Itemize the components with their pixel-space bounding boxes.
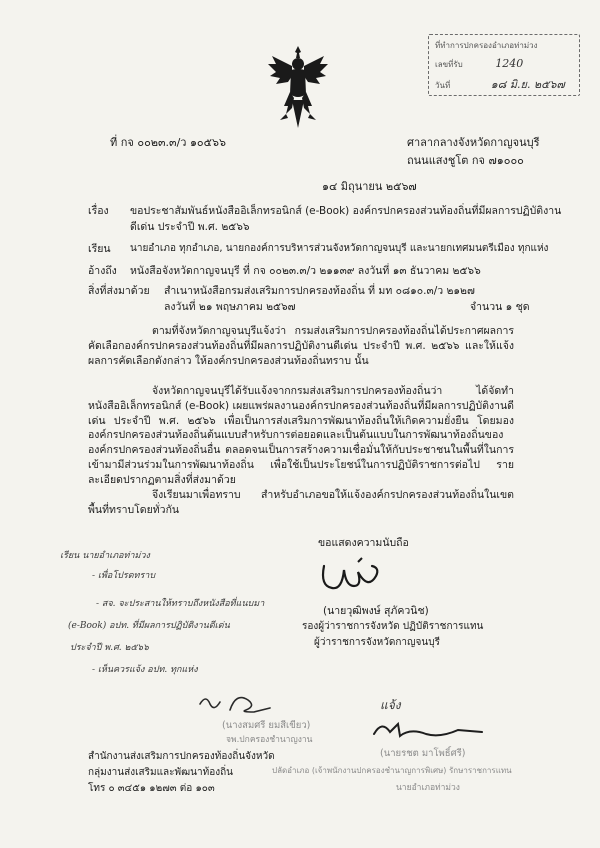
reference-text: หนังสือจังหวัดกาญจนบุรี ที่ กจ ๐๐๒๓.๓/ว ๒๑๑๓๙ ลงวันที่ ๑๓ ธันวาคม ๒๕๖๖ xyxy=(130,265,481,277)
signer-position-2: ผู้ว่าราชการจังหวัดกาญจนบุรี xyxy=(314,637,440,648)
hand-note-1: เรียน นายอำเภอท่าม่วง xyxy=(60,551,150,561)
footer-office: สำนักงานส่งเสริมการปกครองท้องถิ่นจังหวัด xyxy=(88,751,275,762)
enclosure-count: จำนวน ๑ ชุด xyxy=(470,301,530,313)
to-label: เรียน xyxy=(88,243,111,255)
signer-position-1: รองผู้ว่าราชการจังหวัด ปฏิบัติราชการแทน xyxy=(302,621,484,632)
hand-note-5: ประจำปี พ.ศ. ๒๕๖๖ xyxy=(70,643,149,653)
receive-stamp xyxy=(428,34,580,96)
agency-name: ศาลากลางจังหวัดกาญจนบุรี xyxy=(407,136,540,149)
document-date: ๑๔ มิถุนายน ๒๕๖๗ xyxy=(322,180,417,193)
enclosure-text: สำเนาหนังสือกรมส่งเสริมการปกครองท้องถิ่น ที่ มท ๐๘๑๐.๓/ว ๒๑๒๗ xyxy=(164,285,475,297)
agency-address: ถนนแสงชูโต กจ ๗๑๐๐๐ xyxy=(407,154,524,167)
officer-signature-icon xyxy=(196,690,276,718)
approval-note: แจ้ง xyxy=(380,698,401,712)
stamp-office: ที่ทำการปกครองอำเภอท่าม่วง xyxy=(435,41,538,50)
hand-note-6: - เห็นควรแจ้ง อปท. ทุกแห่ง xyxy=(92,665,198,675)
stamp-date-value: ๑๘ มิ.ย. ๒๕๖๗ xyxy=(490,78,565,91)
garuda-emblem-icon xyxy=(266,42,330,130)
enclosure-date: ลงวันที่ ๒๑ พฤษภาคม ๒๕๖๗ xyxy=(164,301,296,313)
body-paragraph-2: จังหวัดกาญจนบุรีได้รับแจ้งจากกรมส่งเสริมการปกครองท้องถิ่นว่า ได้จัดทำหนังสืออิเล็กทรอนิกส์ (e-Book) เผยแพร่ผลงานองค์กรปกครองส่วนท้องถิ่นที่มีผลการปฏิบัติงานดีเด่น ประจำปี พ.ศ. ๒๕๖๖ เพื่อเป็นการส่งเสริมการพัฒนาท้องถิ่นให้เกิดความยั่งยืน โดยมององค์กรปกครองส่วนท้องถิ่นต้นแบบสำหรับการต่อยอดและเป็นต้นแบบในการพัฒนาท้องถิ่นขององค์กรปกครองส่วนท้องถิ่นอื่น ตลอดจนเป็นการสร้างความเชื่อมั่นให้กับประชาชนในพื้นที่ในการเข้ามามีส่วนร่วมในการพัฒนาท้องถิ่น เพื่อใช้เป็นประโยชน์ในการปฏิบัติราชการต่อไป รายละเอียดปรากฏตามสิ่งที่ส่งมาด้วย xyxy=(88,385,514,486)
hand-note-2: - เพื่อโปรดทราบ xyxy=(92,571,156,581)
approver-name: (นายรชต มาโพธิ์ศรี) xyxy=(380,748,466,759)
hand-note-4: (e-Book) อปท. ที่มีผลการปฏิบัติงานดีเด่น xyxy=(68,621,230,631)
footer-telephone: โทร ๐ ๓๔๕๑ ๑๒๗๓ ต่อ ๑๐๓ xyxy=(88,783,215,794)
officer-name: (นางสมศรี ยมสีเขียว) xyxy=(222,720,311,731)
signature-icon xyxy=(318,556,388,598)
stamp-date-label: วันที่ xyxy=(435,81,451,90)
footer-group: กลุ่มงานส่งเสริมและพัฒนาท้องถิ่น xyxy=(88,767,233,778)
to-text: นายอำเภอ ทุกอำเภอ, นายกองค์การบริหารส่วนจังหวัดกาญจนบุรี และนายกเทศมนตรีเมือง ทุกแห่ง xyxy=(130,243,549,254)
body-paragraph-3: จึงเรียนมาเพื่อทราบ สำหรับอำเภอขอให้แจ้งองค์กรปกครองส่วนท้องถิ่นในเขตพื้นที่ทราบโดยทั่วกัน xyxy=(88,489,514,516)
approver-position-1: ปลัดอำเภอ (เจ้าพนักงานปกครองชำนาญการพิเศษ) รักษาราชการแทน xyxy=(272,766,512,775)
closing-phrase: ขอแสดงความนับถือ xyxy=(318,537,409,549)
approver-signature-icon xyxy=(370,714,490,744)
approver-position-2: นายอำเภอท่าม่วง xyxy=(396,783,460,793)
enclosure-label: สิ่งที่ส่งมาด้วย xyxy=(88,285,150,297)
officer-position: จพ.ปกครองชำนาญงาน xyxy=(226,735,313,745)
subject-label: เรื่อง xyxy=(88,205,109,217)
stamp-no-value: 1240 xyxy=(495,57,524,70)
subject-line-2: ดีเด่น ประจำปี พ.ศ. ๒๕๖๖ xyxy=(130,221,250,233)
hand-note-3: - สจ. จะประสานให้ทราบถึงหนังสือที่แนบมา xyxy=(96,599,265,609)
body-paragraph-1: ตามที่จังหวัดกาญจนบุรีแจ้งว่า กรมส่งเสริมการปกครองท้องถิ่นได้ประกาศผลการคัดเลือกองค์กรปกครองส่วนท้องถิ่นที่มีผลการปฏิบัติงานดีเด่น ประจำปี พ.ศ. ๒๕๖๖ และให้แจ้งผลการคัดเลือกดังกล่าว ให้องค์กรปกครองส่วนท้องถิ่นทราบ นั้น xyxy=(88,325,514,367)
document-number: ที่ กจ ๐๐๒๓.๓/ว ๑๐๕๖๖ xyxy=(110,136,226,149)
stamp-no-label: เลขที่รับ xyxy=(435,60,463,69)
signer-name: (นายวุฒิพงษ์ สุภัควนิช) xyxy=(323,605,429,617)
subject-line-1: ขอประชาสัมพันธ์หนังสืออิเล็กทรอนิกส์ (e-Book) องค์กรปกครองส่วนท้องถิ่นที่มีผลการปฏิบัติงาน xyxy=(130,205,562,217)
reference-label: อ้างถึง xyxy=(88,265,117,277)
